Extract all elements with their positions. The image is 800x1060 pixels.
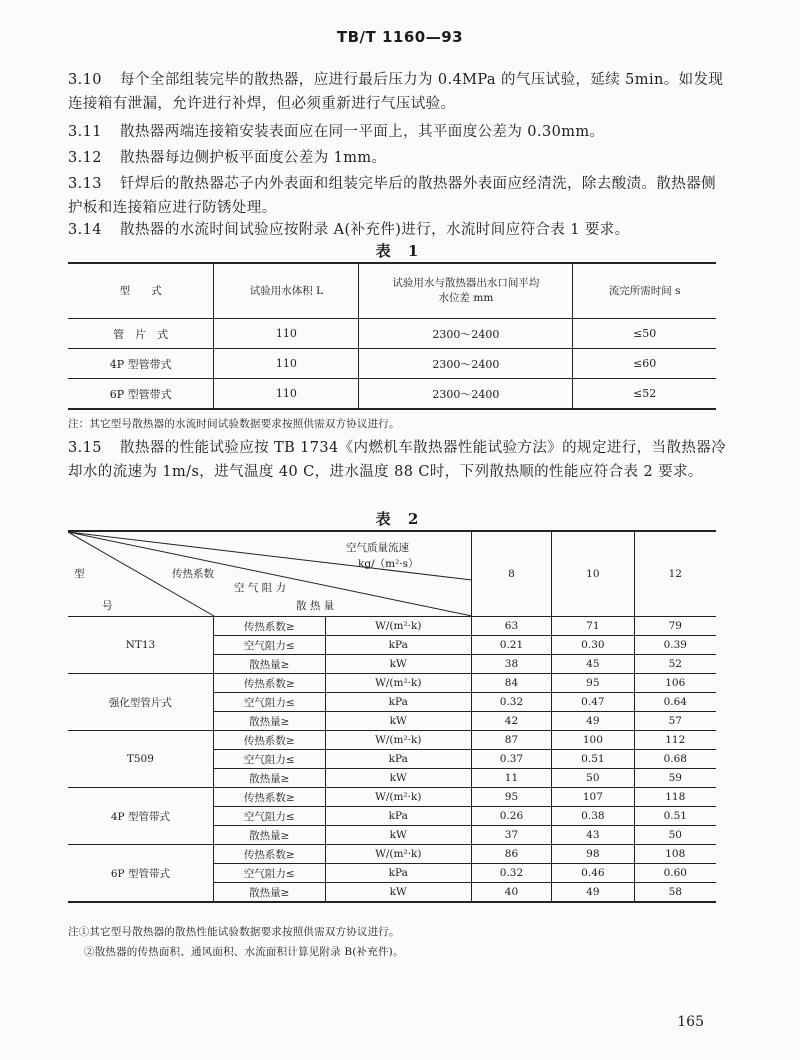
value-cell: 84 bbox=[471, 674, 551, 693]
table-row bbox=[68, 617, 716, 636]
table1-cell: 110 bbox=[214, 349, 359, 379]
value-cell: 0.21 bbox=[471, 636, 551, 655]
diag-label-unit: kg/（m²·s） bbox=[358, 558, 419, 570]
clause-3-13: 3.13 钎焊后的散热器芯子内外表面和组装完毕后的散热器外表面应经清洗，除去酸渍。散热器侧护板和连接箱应进行防锈处理。 bbox=[68, 176, 716, 216]
param-cell: 空气阻力≤ bbox=[213, 750, 325, 769]
unit-cell: W/(m²·k) bbox=[325, 845, 471, 864]
unit-cell: kW bbox=[325, 826, 471, 845]
model-cell: T509 bbox=[68, 731, 213, 788]
param-cell: 空气阻力≤ bbox=[213, 807, 325, 826]
model-cell: 6P 型管带式 bbox=[68, 845, 213, 903]
speed-header: 10 bbox=[552, 531, 634, 617]
table2-note-1: 注①其它型号散热器的散热性能试验数据要求按照供需双方协议进行。 bbox=[68, 926, 400, 938]
unit-cell: kPa bbox=[325, 636, 471, 655]
unit-cell: W/(m²·k) bbox=[325, 788, 471, 807]
diag-label-sanre: 散 热 量 bbox=[296, 600, 335, 612]
value-cell: 107 bbox=[552, 788, 634, 807]
value-cell: 52 bbox=[634, 655, 716, 674]
diag-label-chuanre: 传热系数 bbox=[172, 568, 214, 580]
value-cell: 79 bbox=[634, 617, 716, 636]
value-cell: 0.47 bbox=[552, 693, 634, 712]
value-cell: 0.60 bbox=[634, 864, 716, 883]
table1-cell: 110 bbox=[214, 319, 359, 349]
document-header: TB/T 1160—93 bbox=[336, 28, 464, 46]
clause-3-14: 3.14 散热器的水流时间试验应按附录 A(补充件)进行，水流时间应符合表 1 要求。 bbox=[68, 222, 630, 238]
unit-cell: kPa bbox=[325, 807, 471, 826]
table-row bbox=[68, 845, 716, 864]
diagonal-lines bbox=[68, 532, 472, 616]
value-cell: 86 bbox=[471, 845, 551, 864]
value-cell: 45 bbox=[552, 655, 634, 674]
param-cell: 空气阻力≤ bbox=[213, 636, 325, 655]
table1-cell: 110 bbox=[214, 379, 359, 410]
diag-label-hao: 号 bbox=[102, 600, 113, 612]
param-cell: 空气阻力≤ bbox=[213, 864, 325, 883]
table-2 bbox=[68, 530, 716, 903]
value-cell: 106 bbox=[634, 674, 716, 693]
unit-cell: W/(m²·k) bbox=[325, 674, 471, 693]
table1-note: 注：其它型号散热器的水流时间试验数据要求按照供需双方协议进行。 bbox=[68, 418, 400, 430]
param-cell: 散热量≥ bbox=[213, 826, 325, 845]
value-cell: 0.64 bbox=[634, 693, 716, 712]
unit-cell: kPa bbox=[325, 750, 471, 769]
value-cell: 0.32 bbox=[471, 864, 551, 883]
clause-3-11: 3.11 散热器两端连接箱安装表面应在同一平面上，其平面度公差为 0.30mm。 bbox=[68, 124, 605, 140]
model-cell: 强化型管片式 bbox=[68, 674, 213, 731]
param-cell: 散热量≥ bbox=[213, 883, 325, 903]
speed-header: 8 bbox=[471, 531, 551, 617]
table2-diagonal-header bbox=[68, 531, 471, 617]
param-cell: 传热系数≥ bbox=[213, 731, 325, 750]
value-cell: 59 bbox=[634, 769, 716, 788]
diag-label-liusu: 空气质量流速 bbox=[346, 542, 409, 554]
value-cell: 0.51 bbox=[634, 807, 716, 826]
param-cell: 传热系数≥ bbox=[213, 788, 325, 807]
table1-header: 流完所需时间 s bbox=[573, 263, 716, 319]
table1-caption: 表 1 bbox=[375, 242, 425, 260]
unit-cell: kW bbox=[325, 712, 471, 731]
param-cell: 传热系数≥ bbox=[213, 674, 325, 693]
table1-header: 型 式 bbox=[68, 263, 214, 319]
clause-3-15: 3.15 散热器的性能试验应按 TB 1734《内燃机车散热器性能试验方法》的规定进行，当散热器冷却水的流速为 1m/s，进气温度 40 C，进水温度 88 C时，下列散热顺的性能应符合表 2 要求。 bbox=[68, 440, 727, 480]
unit-cell: kW bbox=[325, 883, 471, 903]
clause-3-12: 3.12 散热器每边侧护板平面度公差为 1mm。 bbox=[68, 150, 387, 166]
table1-header-row bbox=[68, 263, 716, 319]
table2-caption: 表 2 bbox=[375, 510, 425, 528]
table1-cell: 2300～2400 bbox=[359, 319, 573, 349]
table1-cell: ≤60 bbox=[573, 349, 716, 379]
table1-cell: 2300～2400 bbox=[359, 349, 573, 379]
table-row bbox=[68, 788, 716, 807]
table2-header-row bbox=[68, 531, 716, 617]
table1-cell: 2300～2400 bbox=[359, 379, 573, 410]
param-cell: 散热量≥ bbox=[213, 712, 325, 731]
value-cell: 108 bbox=[634, 845, 716, 864]
value-cell: 0.46 bbox=[552, 864, 634, 883]
value-cell: 57 bbox=[634, 712, 716, 731]
value-cell: 50 bbox=[552, 769, 634, 788]
value-cell: 63 bbox=[471, 617, 551, 636]
table1-cell: 管 片 式 bbox=[68, 319, 214, 349]
value-cell: 95 bbox=[552, 674, 634, 693]
param-cell: 传热系数≥ bbox=[213, 617, 325, 636]
value-cell: 49 bbox=[552, 712, 634, 731]
value-cell: 11 bbox=[471, 769, 551, 788]
value-cell: 43 bbox=[552, 826, 634, 845]
diag-label-zuli: 空 气 阻 力 bbox=[234, 582, 287, 594]
value-cell: 38 bbox=[471, 655, 551, 674]
unit-cell: kW bbox=[325, 769, 471, 788]
table2-body bbox=[68, 617, 716, 903]
model-cell: 4P 型管带式 bbox=[68, 788, 213, 845]
value-cell: 87 bbox=[471, 731, 551, 750]
table-row bbox=[68, 674, 716, 693]
value-cell: 71 bbox=[552, 617, 634, 636]
param-cell: 传热系数≥ bbox=[213, 845, 325, 864]
value-cell: 100 bbox=[552, 731, 634, 750]
table2-note-2: ②散热器的传热面积、通风面积、水流面积计算见附录 B(补充件)。 bbox=[84, 946, 404, 958]
table1-header: 试验用水与散热器出水口间平均水位差 mm bbox=[359, 263, 573, 319]
value-cell: 112 bbox=[634, 731, 716, 750]
unit-cell: kW bbox=[325, 655, 471, 674]
value-cell: 49 bbox=[552, 883, 634, 903]
param-cell: 散热量≥ bbox=[213, 655, 325, 674]
value-cell: 0.37 bbox=[471, 750, 551, 769]
value-cell: 0.39 bbox=[634, 636, 716, 655]
value-cell: 95 bbox=[471, 788, 551, 807]
unit-cell: kPa bbox=[325, 864, 471, 883]
table-row bbox=[68, 319, 716, 349]
value-cell: 42 bbox=[471, 712, 551, 731]
value-cell: 0.32 bbox=[471, 693, 551, 712]
diag-label-xing: 型 bbox=[74, 568, 85, 580]
table-row bbox=[68, 349, 716, 379]
table-row bbox=[68, 379, 716, 410]
value-cell: 40 bbox=[471, 883, 551, 903]
table1-cell: 4P 型管带式 bbox=[68, 349, 214, 379]
model-cell: NT13 bbox=[68, 617, 213, 674]
value-cell: 0.51 bbox=[552, 750, 634, 769]
unit-cell: W/(m²·k) bbox=[325, 617, 471, 636]
table1-cell: ≤50 bbox=[573, 319, 716, 349]
param-cell: 散热量≥ bbox=[213, 769, 325, 788]
page-number: 165 bbox=[677, 1014, 704, 1030]
unit-cell: kPa bbox=[325, 693, 471, 712]
table1-cell: 6P 型管带式 bbox=[68, 379, 214, 410]
value-cell: 50 bbox=[634, 826, 716, 845]
value-cell: 0.30 bbox=[552, 636, 634, 655]
value-cell: 37 bbox=[471, 826, 551, 845]
value-cell: 58 bbox=[634, 883, 716, 903]
value-cell: 98 bbox=[552, 845, 634, 864]
table-row bbox=[68, 731, 716, 750]
table-1 bbox=[68, 262, 716, 410]
speed-header: 12 bbox=[634, 531, 716, 617]
clause-3-10: 3.10 每个全部组装完毕的散热器，应进行最后压力为 0.4MPa 的气压试验，延续 5min。如发现连接箱有泄漏，允许进行补焊，但必须重新进行气压试验。 bbox=[68, 72, 724, 112]
param-cell: 空气阻力≤ bbox=[213, 693, 325, 712]
value-cell: 0.38 bbox=[552, 807, 634, 826]
unit-cell: W/(m²·k) bbox=[325, 731, 471, 750]
value-cell: 0.68 bbox=[634, 750, 716, 769]
table1-header: 试验用水体积 L bbox=[214, 263, 359, 319]
value-cell: 0.26 bbox=[471, 807, 551, 826]
value-cell: 118 bbox=[634, 788, 716, 807]
table1-cell: ≤52 bbox=[573, 379, 716, 410]
